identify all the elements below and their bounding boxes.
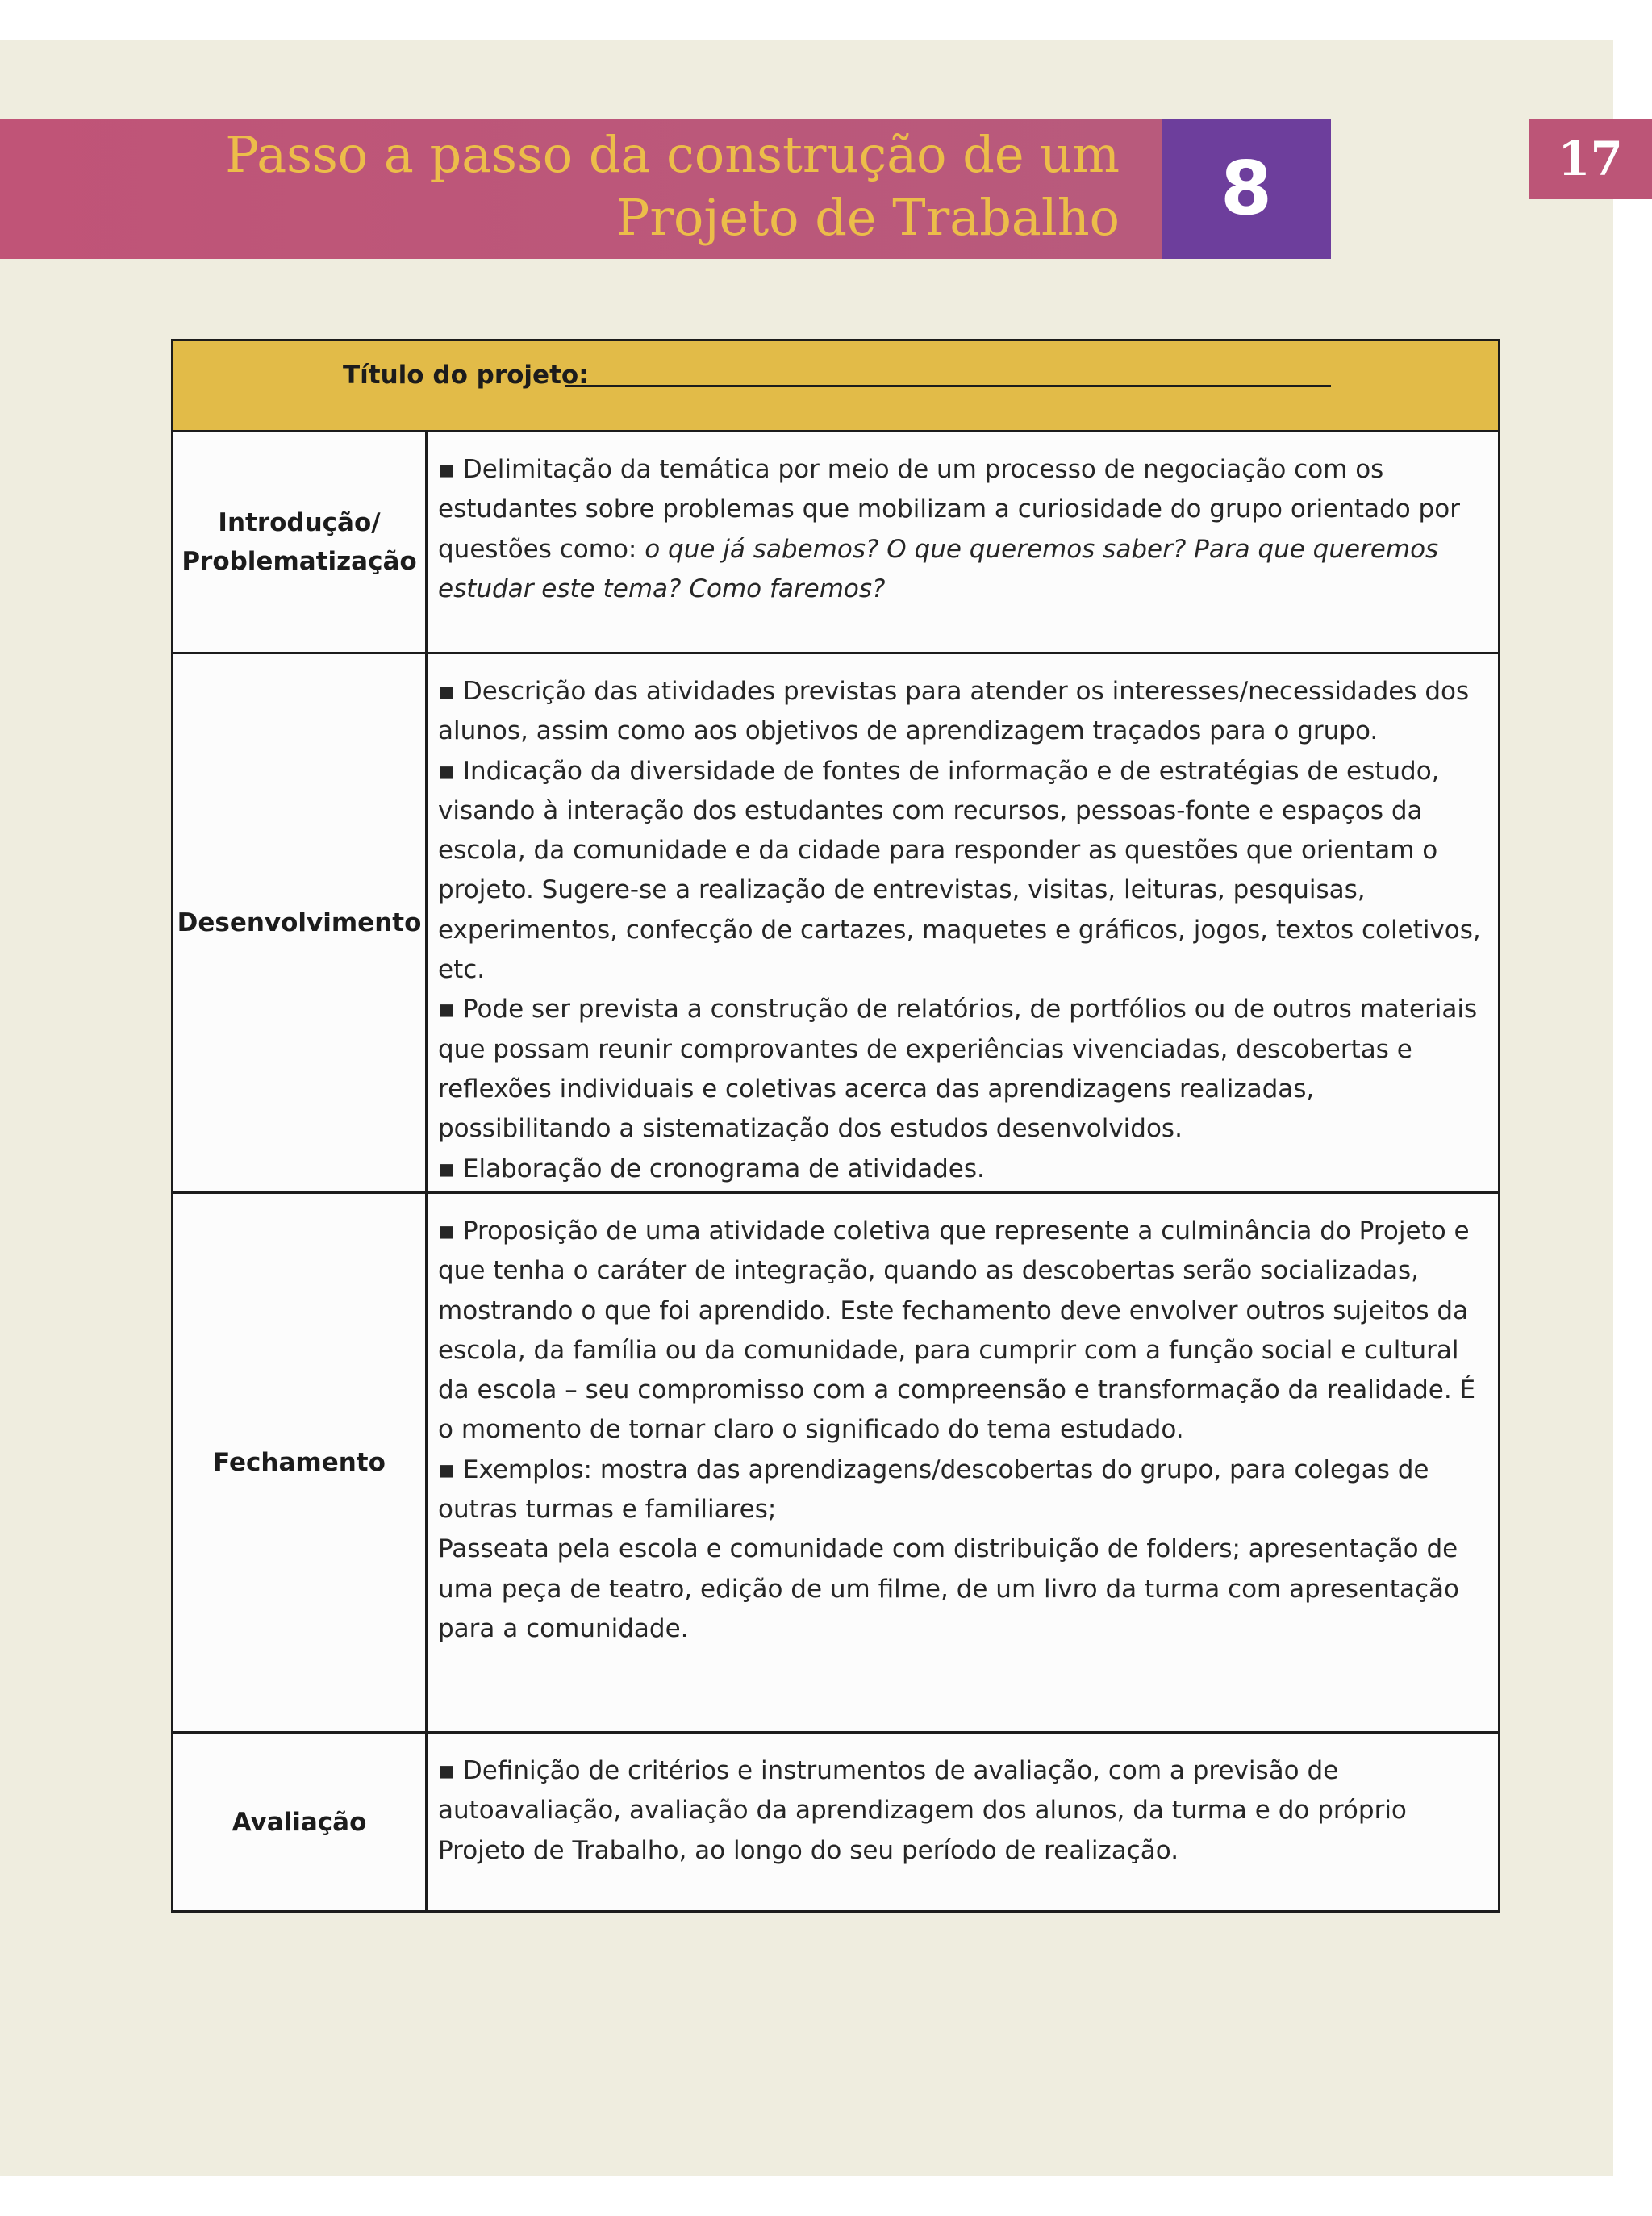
project-title-row xyxy=(173,341,1498,432)
project-table xyxy=(171,339,1500,1913)
project-title-label: Título do projeto: xyxy=(343,361,589,390)
introducao-text-plain: ▪ Delimitação da temática por meio de um processo de negociação com os estudantes sobre problemas que mobilizam a curiosidade do grupo orientado por questões como: xyxy=(438,455,1460,564)
row-label-introducao-line-1: Introdução/ xyxy=(218,508,381,537)
table-row-fechamento xyxy=(173,1194,1498,1734)
row-content-desenvolvimento xyxy=(428,654,1498,1191)
fechamento-paragraph-1: ▪ Proposição de uma atividade coletiva que represente a culminância do Projeto e que tenha o caráter de integração, quando as descobertas serão socializadas, mostrando o que foi aprendido. Este fechamento deve envolver outros sujeitos da escola, da família ou da comunidade, para cumprir com a função social e cultural da escola – seu compromisso com a compreensão e transformação da realidade. É o momento de tornar claro o significado do tema estudado. xyxy=(438,1217,1476,1445)
chapter-title-line-1: Passo a passo da construção de um xyxy=(225,125,1120,184)
avaliacao-paragraph-1: ▪ Definição de critérios e instrumentos de avaliação, com a previsão de autoavaliação, avaliação da aprendizagem dos alunos, da turma e do próprio Projeto de Trabalho, ao longo do seu período de realização. xyxy=(438,1756,1407,1865)
introducao-text-italic: o que já sabemos? O que queremos saber? Para que queremos estudar este tema? Como faremos? xyxy=(438,534,1439,603)
desenvolvimento-paragraph-2: ▪ Indicação da diversidade de fontes de informação e de estratégias de estudo, visando à interação dos estudantes com recursos, pessoas-fonte e espaços da escola, da comunidade e da cidade para responder as questões que orientam o projeto. Sugere-se a realização de entrevistas, visitas, leituras, pesquisas, experimentos, confecção de cartazes, maquetes e gráficos, jogos, textos coletivos, etc. xyxy=(438,756,1481,985)
project-title-blank-line xyxy=(565,385,1331,387)
row-content-fechamento xyxy=(428,1194,1498,1731)
chapter-title-line-2: Projeto de Trabalho xyxy=(615,188,1120,247)
fechamento-paragraph-2: ▪ Exemplos: mostra das aprendizagens/descobertas do grupo, para colegas de outras turmas e familiares; xyxy=(438,1454,1429,1525)
chapter-header-band xyxy=(0,119,1162,259)
chapter-number-box xyxy=(1162,119,1331,259)
row-label-introducao xyxy=(173,432,428,652)
row-label-introducao-line-2: Problematização xyxy=(181,547,417,576)
row-content-avaliacao xyxy=(428,1734,1498,1910)
desenvolvimento-paragraph-4: ▪ Elaboração de cronograma de atividades. xyxy=(438,1154,985,1183)
fechamento-paragraph-3: Passeata pela escola e comunidade com distribuição de folders; apresentação de uma peça de teatro, edição de um filme, de um livro da turma com apresentação para a comunidade. xyxy=(438,1534,1459,1643)
table-row-avaliacao xyxy=(173,1734,1498,1910)
chapter-number: 8 xyxy=(1220,145,1272,232)
row-label-avaliacao: Avaliação xyxy=(173,1734,428,1910)
row-label-fechamento: Fechamento xyxy=(173,1194,428,1731)
table-row-introducao xyxy=(173,432,1498,654)
page-number-badge xyxy=(1529,119,1652,199)
desenvolvimento-paragraph-1: ▪ Descrição das atividades previstas para atender os interesses/necessidades dos alunos, assim como aos objetivos de aprendizagem traçados para o grupo. xyxy=(438,677,1470,746)
chapter-title xyxy=(225,123,1120,249)
desenvolvimento-paragraph-3: ▪ Pode ser prevista a construção de relatórios, de portfólios ou de outros materiais que possam reunir comprovantes de experiências vivenciadas, descobertas e reflexões individuais e coletivas acerca das aprendizagens realizadas, possibilitando a sistematização dos estudos desenvolvidos. xyxy=(438,995,1478,1144)
introducao-text xyxy=(438,450,1490,609)
page-number: 17 xyxy=(1558,131,1623,186)
row-content-introducao xyxy=(428,432,1498,652)
row-label-desenvolvimento: Desenvolvimento xyxy=(173,654,428,1191)
table-row-desenvolvimento xyxy=(173,654,1498,1194)
